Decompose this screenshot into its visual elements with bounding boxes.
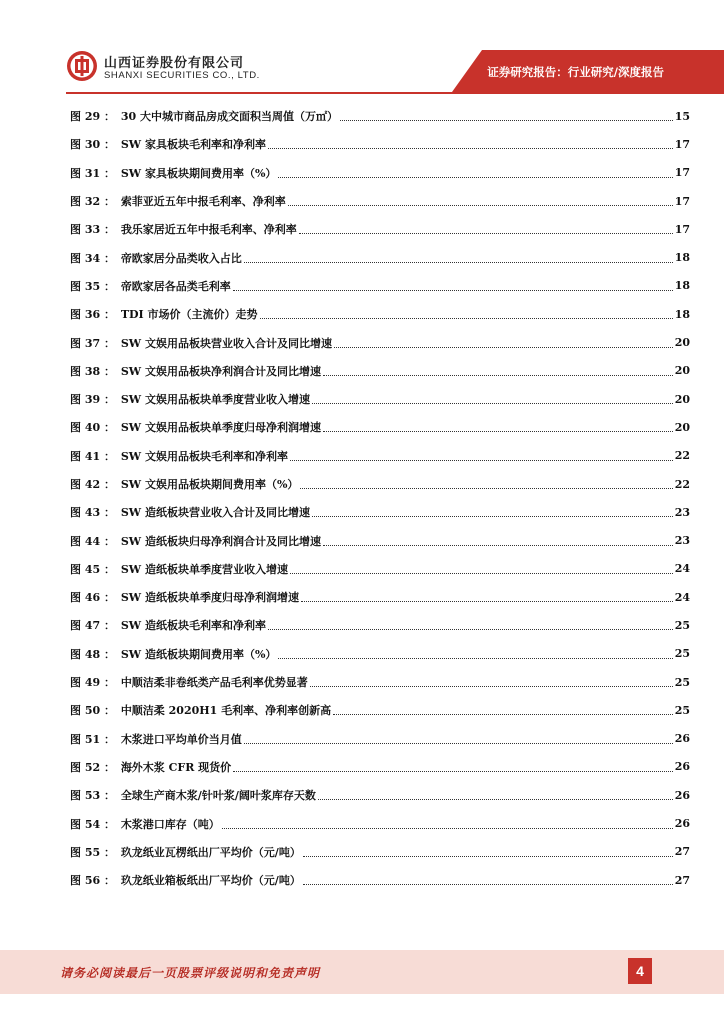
figure-number: 图 32 <box>70 195 101 209</box>
figure-number: 图 47 <box>70 619 101 633</box>
toc-entry[interactable] <box>70 640 690 668</box>
dot-leader <box>278 657 672 659</box>
figure-title: SW 造纸板块毛利率和净利率 <box>120 619 266 633</box>
company-name-cn: 山西证券股份有限公司 <box>104 56 245 71</box>
toc-entry[interactable] <box>70 668 690 696</box>
page-ref: 23 <box>674 534 690 548</box>
dot-leader <box>268 628 673 630</box>
report-type-label: 证券研究报告：行业研究/深度报告 <box>487 65 664 79</box>
page-ref: 20 <box>674 420 690 434</box>
page-ref: 15 <box>674 109 690 123</box>
dot-leader <box>233 289 673 291</box>
dot-leader <box>290 572 673 574</box>
page-ref: 24 <box>674 562 690 576</box>
page-ref: 22 <box>674 449 690 463</box>
toc-entry[interactable] <box>70 781 690 809</box>
figure-number: 图 56 <box>70 874 101 888</box>
figure-number: 图 54 <box>70 817 101 831</box>
figure-title: SW 文娱用品板块净利润合计及同比增速 <box>120 364 321 378</box>
page-ref: 26 <box>674 817 690 831</box>
figure-number: 图 48 <box>70 647 101 661</box>
toc-entry[interactable] <box>70 328 690 356</box>
toc-entry[interactable] <box>70 442 690 470</box>
dot-leader <box>323 430 673 432</box>
figure-number: 图 30 <box>70 138 101 152</box>
separator: ： <box>100 704 119 718</box>
toc-entry[interactable] <box>70 300 690 328</box>
disclaimer-notice: 请务必阅读最后一页股票评级说明和免责声明 <box>60 966 321 980</box>
toc-entry[interactable] <box>70 526 690 554</box>
figure-title: 索菲亚近五年中报毛利率、净利率 <box>120 195 286 209</box>
toc-entry[interactable] <box>70 696 690 724</box>
toc-entry[interactable] <box>70 159 690 187</box>
figure-number: 图 31 <box>70 166 101 180</box>
figure-title: 全球生产商木浆/针叶浆/阔叶浆库存天数 <box>120 789 316 803</box>
page-ref: 25 <box>674 675 690 689</box>
toc-entry[interactable] <box>70 102 690 130</box>
figure-title: 木浆港口库存（吨） <box>120 817 220 831</box>
figure-title: 30 大中城市商品房成交面积当周值（万㎡） <box>120 110 338 124</box>
header-divider <box>66 92 724 94</box>
figure-number: 图 36 <box>70 308 101 322</box>
figure-number: 图 53 <box>70 789 101 803</box>
page-ref: 27 <box>674 845 690 859</box>
figure-number: 图 43 <box>70 506 101 520</box>
page-ref: 25 <box>674 703 690 717</box>
toc-entry[interactable] <box>70 809 690 837</box>
page-ref: 22 <box>674 477 690 491</box>
page-ref: 27 <box>674 873 690 887</box>
page-footer <box>0 950 724 998</box>
toc-entry[interactable] <box>70 725 690 753</box>
figure-number: 图 39 <box>70 393 101 407</box>
page-ref: 17 <box>674 222 690 236</box>
separator: ： <box>100 166 119 180</box>
dot-leader <box>268 147 673 149</box>
figure-title: 玖龙纸业瓦楞纸出厂平均价（元/吨） <box>120 845 301 859</box>
figure-number: 图 46 <box>70 591 101 605</box>
figure-number: 图 33 <box>70 223 101 237</box>
toc-entry[interactable] <box>70 498 690 526</box>
company-name-en: SHANXI SECURITIES CO., LTD. <box>104 70 260 81</box>
dot-leader <box>299 232 673 234</box>
figure-title: 帝欧家居各品类毛利率 <box>120 279 231 293</box>
dot-leader <box>340 119 673 121</box>
toc-entry[interactable] <box>70 215 690 243</box>
toc-entry[interactable] <box>70 413 690 441</box>
figure-title: SW 文娱用品板块营业收入合计及同比增速 <box>120 336 332 350</box>
toc-entry[interactable] <box>70 243 690 271</box>
figure-title: 中顺洁柔 2020H1 毛利率、净利率创新高 <box>120 704 332 718</box>
figure-number: 图 35 <box>70 279 101 293</box>
separator: ： <box>100 138 119 152</box>
dot-leader <box>323 544 673 546</box>
separator: ： <box>100 647 119 661</box>
dot-leader <box>303 883 673 885</box>
dot-leader <box>310 685 673 687</box>
separator: ： <box>100 817 119 831</box>
figure-number: 图 50 <box>70 704 101 718</box>
dot-leader <box>334 346 673 348</box>
figure-title: SW 文娱用品板块期间费用率（%） <box>120 478 299 491</box>
figure-number: 图 40 <box>70 421 101 435</box>
toc-entry[interactable] <box>70 583 690 611</box>
figure-number: 图 45 <box>70 562 101 576</box>
page-ref: 25 <box>674 618 690 632</box>
dot-leader <box>301 600 673 602</box>
separator: ： <box>100 308 119 322</box>
figure-number: 图 29 <box>70 110 101 124</box>
page-ref: 26 <box>674 788 690 802</box>
separator: ： <box>100 760 119 774</box>
dot-leader <box>222 827 673 829</box>
dot-leader <box>244 742 673 744</box>
page-ref: 25 <box>674 647 690 661</box>
page-ref: 20 <box>674 364 690 378</box>
figure-number: 图 37 <box>70 336 101 350</box>
figure-title: SW 造纸板块归母净利润合计及同比增速 <box>120 534 321 548</box>
figure-number: 图 52 <box>70 760 101 774</box>
dot-leader <box>333 713 673 715</box>
page-ref: 24 <box>674 590 690 604</box>
separator: ： <box>100 336 119 350</box>
separator: ： <box>100 562 119 576</box>
toc-entry[interactable] <box>70 187 690 215</box>
separator: ： <box>100 676 119 690</box>
figure-number: 图 38 <box>70 364 101 378</box>
company-logo-icon <box>66 50 98 82</box>
separator: ： <box>100 393 119 407</box>
dot-leader <box>312 515 673 517</box>
page-ref: 17 <box>674 166 690 180</box>
dot-leader <box>278 176 672 178</box>
dot-leader <box>300 487 672 489</box>
dot-leader <box>312 402 673 404</box>
separator: ： <box>100 619 119 633</box>
separator: ： <box>100 478 119 491</box>
figure-title: 中顺洁柔非卷纸类产品毛利率优势显著 <box>120 676 308 690</box>
figure-number: 图 41 <box>70 449 101 463</box>
separator: ： <box>100 251 119 265</box>
figure-title: SW 造纸板块单季度营业收入增速 <box>120 562 288 576</box>
page-ref: 26 <box>674 760 690 774</box>
toc-entry[interactable] <box>70 753 690 781</box>
toc-entry[interactable] <box>70 611 690 639</box>
page-ref: 17 <box>674 194 690 208</box>
toc-entry[interactable] <box>70 272 690 300</box>
figure-title: 木浆进口平均单价当月值 <box>120 732 242 746</box>
toc-entry[interactable] <box>70 130 690 158</box>
figure-title: 我乐家居近五年中报毛利率、净利率 <box>120 223 297 237</box>
page-ref: 18 <box>674 251 690 265</box>
figure-title: SW 家具板块期间费用率（%） <box>120 166 277 180</box>
separator: ： <box>100 421 119 435</box>
toc-entry[interactable] <box>70 357 690 385</box>
figure-title: SW 文娱用品板块单季度营业收入增速 <box>120 393 310 407</box>
toc-entry[interactable] <box>70 470 690 498</box>
figure-number: 图 42 <box>70 478 101 491</box>
page-ref: 17 <box>674 137 690 151</box>
separator: ： <box>100 279 119 293</box>
separator: ： <box>100 506 119 520</box>
dot-leader <box>323 374 673 376</box>
figure-title: SW 造纸板块单季度归母净利润增速 <box>120 591 299 605</box>
figure-title: TDI 市场价（主流价）走势 <box>120 308 258 322</box>
separator: ： <box>100 845 119 859</box>
page-ref: 18 <box>674 279 690 293</box>
figure-title: SW 造纸板块营业收入合计及同比增速 <box>120 506 310 520</box>
separator: ： <box>100 874 119 888</box>
separator: ： <box>100 591 119 605</box>
toc-entry[interactable] <box>70 385 690 413</box>
separator: ： <box>100 223 119 237</box>
dot-leader <box>318 798 673 800</box>
page-ref: 20 <box>674 336 690 350</box>
separator: ： <box>100 789 119 803</box>
separator: ： <box>100 195 119 209</box>
figure-title: SW 文娱用品板块毛利率和净利率 <box>120 449 288 463</box>
figure-title: 玖龙纸业箱板纸出厂平均价（元/吨） <box>120 874 301 888</box>
figure-title: SW 家具板块毛利率和净利率 <box>120 138 266 152</box>
dot-leader <box>290 459 673 461</box>
dot-leader <box>260 317 673 319</box>
separator: ： <box>100 110 119 124</box>
toc-entry[interactable] <box>70 838 690 866</box>
figure-number: 图 49 <box>70 676 101 690</box>
figure-number: 图 34 <box>70 251 101 265</box>
page-number: 4 <box>628 958 652 984</box>
dot-leader <box>233 770 673 772</box>
figure-title: SW 文娱用品板块单季度归母净利润增速 <box>120 421 321 435</box>
page-ref: 20 <box>674 392 690 406</box>
figure-number: 图 44 <box>70 534 101 548</box>
dot-leader <box>303 855 673 857</box>
toc-entry[interactable] <box>70 555 690 583</box>
separator: ： <box>100 364 119 378</box>
page-ref: 23 <box>674 505 690 519</box>
dot-leader <box>288 204 673 206</box>
figure-number: 图 55 <box>70 845 101 859</box>
figure-title: SW 造纸板块期间费用率（%） <box>120 647 277 661</box>
figure-number: 图 51 <box>70 732 101 746</box>
separator: ： <box>100 732 119 746</box>
page-header <box>0 0 724 100</box>
figure-title: 帝欧家居分品类收入占比 <box>120 251 242 265</box>
toc-entry[interactable] <box>70 866 690 894</box>
figure-title: 海外木浆 CFR 现货价 <box>120 760 232 774</box>
separator: ： <box>100 449 119 463</box>
page-ref: 26 <box>674 732 690 746</box>
separator: ： <box>100 534 119 548</box>
figure-list <box>70 102 690 894</box>
page-ref: 18 <box>674 307 690 321</box>
dot-leader <box>244 261 673 263</box>
